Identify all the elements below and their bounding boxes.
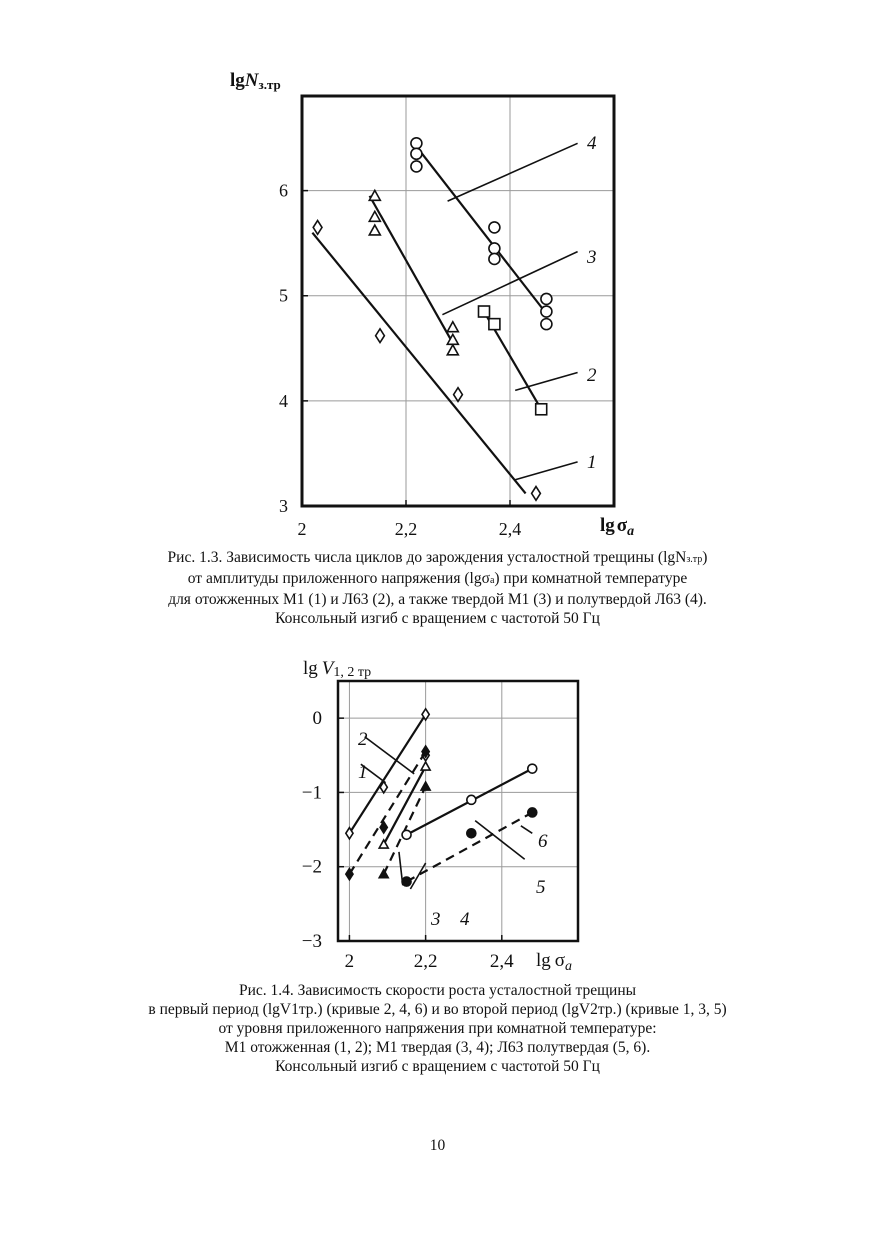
fig14-curve-label-2: 2 [358,729,368,750]
fig14-series-6-point-1 [467,829,476,838]
fig14-x-tick-label-1: 2,2 [413,951,438,972]
fig13-series-4-point-7 [541,306,552,317]
fig14-series-6-leader [521,826,532,833]
fig13-series-4-point-4 [489,243,500,254]
fig13-series-4-point-5 [489,253,500,264]
fig14-x-tick-label-2: 2,4 [489,951,514,972]
fig14-caption-line3: от уровня приложенного напряжения при комнатной температуре: [218,1020,657,1037]
fig13-curve-label-1: 1 [587,452,597,473]
fig13-curve-label-2: 2 [587,365,597,386]
fig13-series-1-leader [515,462,577,480]
fig13-series-1-point-1 [376,329,385,343]
fig14-caption-line5: Консольный изгиб с вращением с частотой 50 Гц [275,1058,600,1075]
fig14-y-axis-label: lg V1, 2 тр [303,658,372,680]
fig13-caption-line1: Рис. 1.3. Зависимость числа циклов до зарождения усталостной трещины (lgNз.тр) [167,549,708,566]
fig14-series-5-point-1 [467,795,476,804]
fig14-x-tick-label-0: 2 [344,951,355,972]
fig13-x-tick-label-1: 2,2 [394,519,418,539]
fig14-series-2-point-1 [380,822,387,833]
fig13-series-3-point-0 [369,190,380,200]
fig13-x-axis-label: $\lg \sigma_a$ [600,515,635,539]
fig14-plot-frame [338,681,578,941]
fig13-series-3-fit-line [370,196,453,343]
fig14-series-6-point-2 [528,808,537,817]
fig14-series-6-point-0 [402,877,411,886]
fig13-caption-line4: Консольный изгиб с вращением с частотой 50 Гц [275,610,600,627]
figure-1-4-chart [0,645,875,975]
fig14-series-5-point-2 [528,764,537,773]
fig13-x-tick-label-2: 2,4 [498,519,522,539]
fig13-series-4-point-1 [411,148,422,159]
fig13-caption-line3: для отожженных М1 (1) и Л63 (2), а также твердой М1 (3) и полутвердой Л63 (4). [168,591,707,608]
fig13-series-4-point-3 [489,222,500,233]
fig13-series-3-point-5 [447,345,458,355]
fig13-series-1-point-0 [313,221,322,235]
fig13-curve-label-3: 3 [587,247,597,268]
fig14-curve-label-4: 4 [460,909,470,930]
fig14-caption-line1: Рис. 1.4. Зависимость скорости роста усталостной трещины [238,982,637,999]
fig14-curve-label-6: 6 [538,831,548,852]
fig13-series-3-point-2 [369,225,380,235]
fig14-caption-line4: М1 отожженная (1, 2); М1 твердая (3, 4); Л63 полутвердая (5, 6). [224,1039,651,1056]
fig14-curve-label-5: 5 [536,877,546,898]
fig13-curve-label-4: 4 [587,133,597,154]
fig14-y-tick-label-3: −3 [301,931,322,952]
fig14-caption-line2: в первый период (lgV1тр.) (кривые 2, 4, 6) и во второй период (lgV2тр.) (кривые 1, 3, 5) [148,1001,727,1018]
fig13-series-3-point-3 [447,322,458,332]
fig13-series-2-point-0 [479,306,490,317]
fig13-y-tick-label-3: 6 [279,180,288,201]
fig13-series-2-point-2 [536,404,547,415]
figure-1-3-chart [0,0,875,545]
fig14-series-4-point-1 [421,782,430,790]
fig13-y-tick-label-1: 4 [279,390,288,411]
figure-1-4-caption [60,981,815,1076]
fig14-y-tick-label-0: 0 [312,708,322,730]
page-number: 10 [429,1137,446,1154]
fig13-series-1-point-3 [532,487,541,501]
fig13-y-tick-label-2: 5 [279,285,288,306]
fig13-y-tick-label-0: 3 [279,496,288,516]
fig13-series-4-point-0 [411,138,422,149]
fig13-series-4-point-6 [541,293,552,304]
figure-1-3-caption [60,548,815,628]
fig14-series-5-point-0 [402,830,411,839]
fig13-series-2-point-1 [489,319,500,330]
fig13-series-4-leader [448,143,578,201]
fig14-y-tick-label-2: −2 [301,856,322,878]
fig13-caption-line2: от амплитуды приложенного напряжения (lgσa) при комнатной температуре [187,570,688,587]
fig14-series-4-point-0 [379,870,388,878]
fig14-curve-label-3: 3 [431,909,441,930]
fig14-curve-label-1: 1 [358,762,368,783]
fig13-plot-frame [302,96,614,506]
fig14-series-3-point-0 [379,840,388,848]
fig13-x-tick-label-0: 2 [297,519,307,539]
fig14-x-axis-label: $\lg \sigma_a$ [536,950,573,974]
fig13-y-axis-label: lgNз.тр [230,70,281,92]
fig14-y-tick-label-1: −1 [301,782,322,804]
fig14-series-3-point-1 [421,762,430,770]
fig13-series-4-fit-line [416,146,546,313]
fig14-series-5-leader [475,821,525,860]
fig13-series-1-point-2 [454,388,463,402]
fig13-series-1-fit-line [312,233,525,494]
fig13-series-4-point-2 [411,161,422,172]
fig13-series-4-point-8 [541,319,552,330]
